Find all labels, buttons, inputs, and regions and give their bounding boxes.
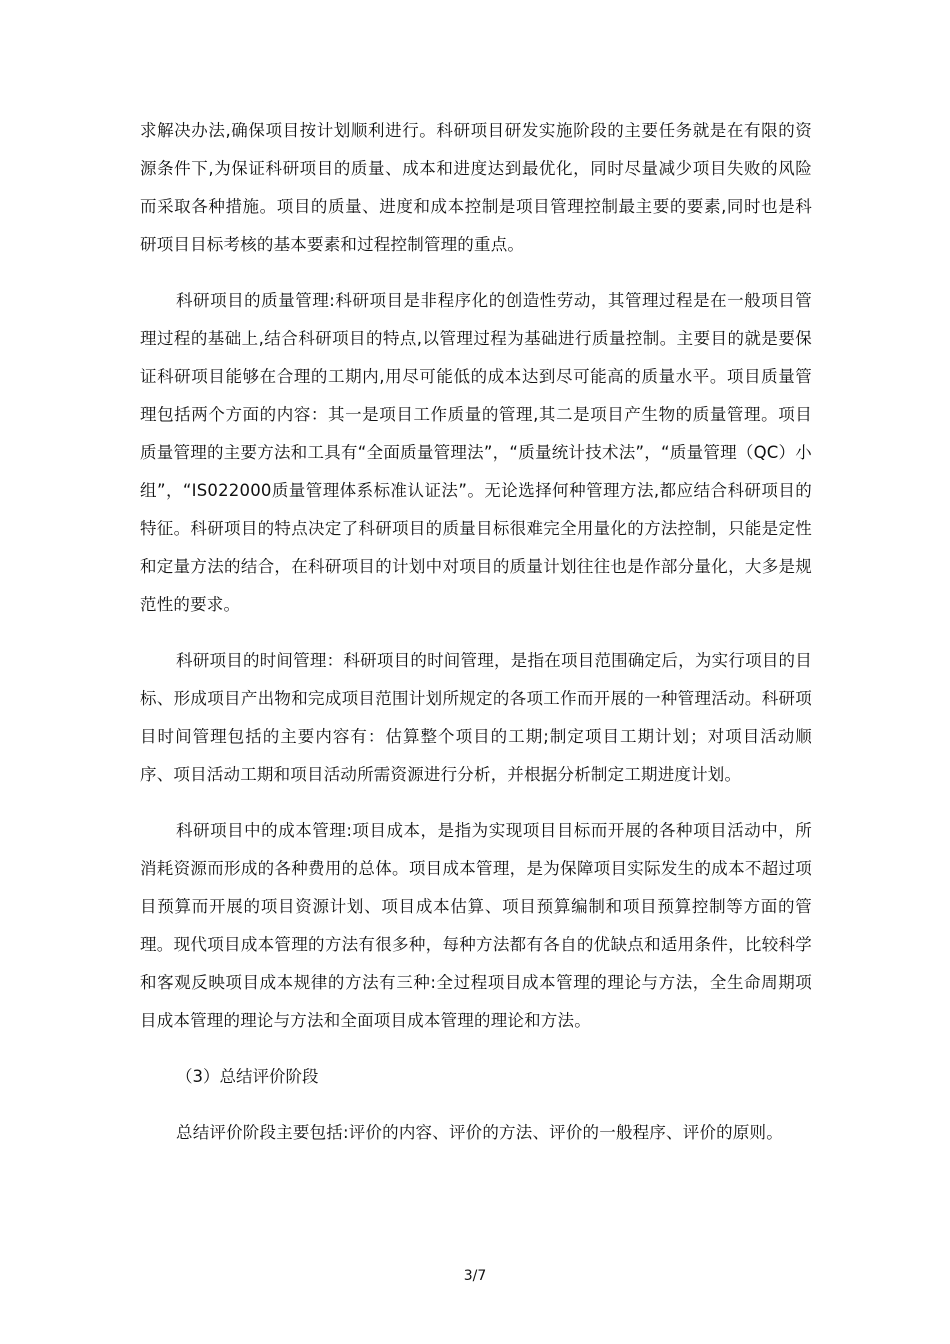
document-body <box>140 112 812 1170</box>
paragraph-time-management: 科研项目的时间管理：科研项目的时间管理，是指在项目范围确定后，为实行项目的目标、形成项目产出物和完成项目范围计划所规定的各项工作而开展的一种管理活动。科研项目时间管理包括的主要内容有：估算整个项目的工期;制定项目工期计划；对项目活动顺序、项目活动工期和项目活动所需资源进行分析，并根据分析制定工期进度计划。 <box>140 651 812 784</box>
paragraph-continuation: 求解决办法,确保项目按计划顺利进行。科研项目研发实施阶段的主要任务就是在有限的资源条件下,为保证科研项目的质量、成本和进度达到最优化，同时尽量减少项目失败的风险而采取各种措施。项目的质量、进度和成本控制是项目管理控制最主要的要素,同时也是科研项目目标考核的基本要素和过程控制管理的重点。 <box>140 121 812 254</box>
paragraph-cost-management: 科研项目中的成本管理:项目成本，是指为实现项目目标而开展的各种项目活动中，所消耗资源而形成的各种费用的总体。项目成本管理，是为保障项目实际发生的成本不超过项目预算而开展的项目资源计划、项目成本估算、项目预算编制和项目预算控制等方面的管理。现代项目成本管理的方法有很多种，每种方法都有各自的优缺点和适用条件，比较科学和客观反映项目成本规律的方法有三种:全过程项目成本管理的理论与方法，全生命周期项目成本管理的理论与方法和全面项目成本管理的理论和方法。 <box>140 821 812 1030</box>
paragraph-quality-management: 科研项目的质量管理:科研项目是非程序化的创造性劳动，其管理过程是在一般项目管理过程的基础上,结合科研项目的特点,以管理过程为基础进行质量控制。主要目的就是要保证科研项目能够在合理的工期内,用尽可能低的成本达到尽可能高的质量水平。项目质量管理包括两个方面的内容：其一是项目工作质量的管理,其二是项目产生物的质量管理。项目质量管理的主要方法和工具有“全面质量管理法”，“质量统计技术法”，“质量管理（QC）小组”，“IS022000质量管理体系标准认证法”。无论选择何种管理方法,都应结合科研项目的特征。科研项目的特点决定了科研项目的质量目标很难完全用量化的方法控制，只能是定性和定量方法的结合，在科研项目的计划中对项目的质量计划往往也是作部分量化，大多是规范性的要求。 <box>140 291 812 614</box>
page-number: 3/7 <box>463 1268 487 1284</box>
paragraph-summary-evaluation: 总结评价阶段主要包括:评价的内容、评价的方法、评价的一般程序、评价的原则。 <box>176 1123 783 1142</box>
section-heading: （3）总结评价阶段 <box>176 1067 319 1086</box>
